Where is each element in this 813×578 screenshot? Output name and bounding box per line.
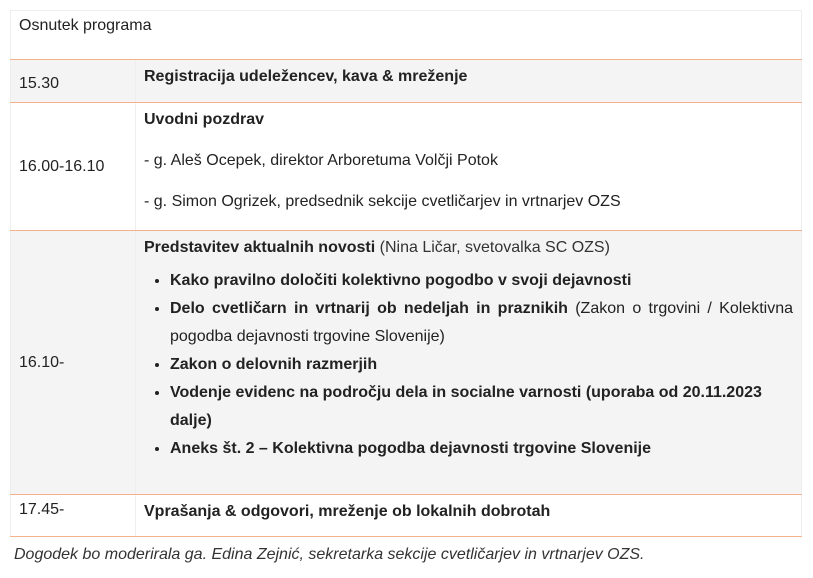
time-cell: 15.30 [11, 60, 136, 103]
program-cell [136, 103, 802, 231]
time-cell: 16.00-16.10 [11, 103, 136, 231]
list-item: • Aneks št. 2 – Kolektivna pogodba dejavnosti trgovine Slovenije [170, 435, 793, 463]
moderator-note: Dogodek bo moderirala ga. Edina Zejnić, sekretarka sekcije cvetličarjev in vrtnarjev OZS. [14, 546, 645, 563]
speaker-line: - g. Simon Ogrizek, predsednik sekcije cvetličarjev in vrtnarjev OZS [144, 193, 621, 210]
program-table [10, 10, 802, 537]
session-title: Registracija udeležencev, kava & mreženje [144, 68, 468, 85]
table-row [11, 103, 802, 231]
list-item: • Delo cvetličarn in vrtnarij ob nedeljah in praznikih (Zakon o trgovini / Kolektivna pogodba dejavnosti trgovine Slovenije) [170, 295, 793, 351]
session-heading [144, 237, 793, 259]
table-row [11, 231, 802, 495]
table-caption: Osnutek programa [11, 11, 802, 60]
program-cell [136, 495, 802, 537]
list-item: • Vodenje evidenc na področju dela in socialne varnosti (uporaba od 20.11.2023 dalje) [170, 379, 793, 435]
session-title: Uvodni pozdrav [144, 111, 265, 128]
session-note: (Nina Ličar, svetovalka SC OZS) [375, 239, 610, 256]
table-row [11, 495, 802, 537]
list-item: • Zakon o delovnih razmerjih [170, 351, 793, 379]
program-cell [136, 231, 802, 495]
time-cell: 16.10- [11, 231, 136, 495]
topic-list [144, 267, 793, 463]
session-title: Predstavitev aktualnih novosti [144, 239, 376, 256]
time-cell: 17.45- [11, 495, 136, 537]
table-row [11, 60, 802, 103]
speaker-line: - g. Aleš Ocepek, direktor Arboretuma Volčji Potok [144, 152, 498, 169]
list-item: • Kako pravilno določiti kolektivno pogodbo v svoji dejavnosti [170, 267, 793, 295]
session-title: Vprašanja & odgovori, mreženje ob lokalnih dobrotah [144, 503, 551, 520]
program-cell [136, 60, 802, 103]
